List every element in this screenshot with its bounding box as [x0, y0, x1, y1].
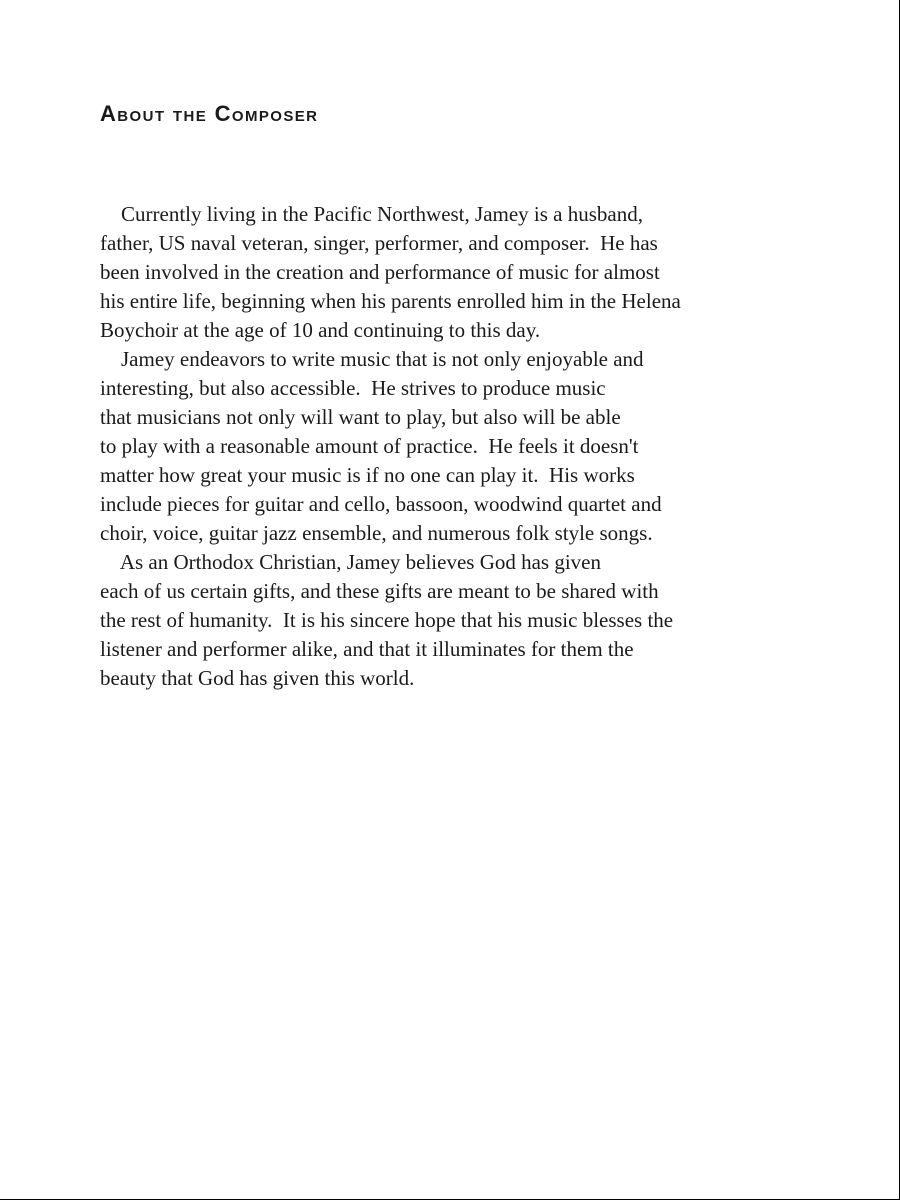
bio-line: include pieces for guitar and cello, bassoon, woodwind quartet and [100, 492, 662, 516]
bio-line: Currently living in the Pacific Northwest, Jamey is a husband, [100, 202, 643, 226]
section-heading: About the Composer [100, 101, 319, 126]
bio-line: father, US naval veteran, singer, performer, and composer. He has [100, 231, 658, 255]
bio-line: his entire life, beginning when his parents enrolled him in the Helena [100, 289, 681, 313]
bio-line: each of us certain gifts, and these gifts are meant to be shared with [100, 579, 659, 603]
bio-line: that musicians not only will want to play, but also will be able [100, 405, 621, 429]
bio-line: to play with a reasonable amount of practice. He feels it doesn't [100, 434, 639, 458]
bio-line: choir, voice, guitar jazz ensemble, and numerous folk style songs. [100, 521, 653, 545]
bio-line: been involved in the creation and performance of music for almost [100, 260, 660, 284]
bio-line: Jamey endeavors to write music that is not only enjoyable and [100, 347, 644, 371]
bio-line: interesting, but also accessible. He strives to produce music [100, 376, 606, 400]
bio-line: matter how great your music is if no one can play it. His works [100, 463, 635, 487]
bio-line: Boychoir at the age of 10 and continuing to this day. [100, 318, 541, 342]
bio-line: listener and performer alike, and that it illuminates for them the [100, 637, 634, 661]
composer-bio [100, 200, 820, 693]
bio-line: the rest of humanity. It is his sincere hope that his music blesses the [100, 608, 674, 632]
bio-line: As an Orthodox Christian, Jamey believes God has given [100, 550, 602, 574]
bio-line: beauty that God has given this world. [100, 666, 415, 690]
